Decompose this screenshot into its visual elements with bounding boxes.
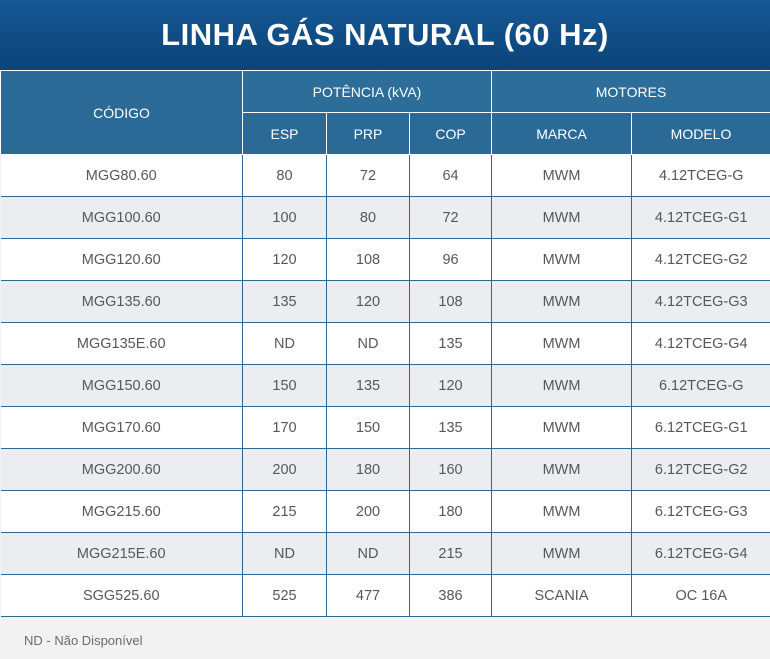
cell-prp: 180 [327, 449, 410, 491]
cell-brand: MWM [492, 323, 632, 365]
cell-code: MGG135E.60 [1, 323, 243, 365]
table-row [1, 533, 770, 575]
cell-code: MGG215E.60 [1, 533, 243, 575]
cell-cop: 135 [410, 323, 492, 365]
header-code: CÓDIGO [1, 71, 243, 155]
cell-esp: 525 [243, 575, 327, 617]
cell-model: 4.12TCEG-G1 [632, 197, 770, 239]
cell-brand: MWM [492, 407, 632, 449]
table-body [1, 155, 770, 617]
cell-prp: ND [327, 533, 410, 575]
table-row [1, 281, 770, 323]
cell-model: 6.12TCEG-G2 [632, 449, 770, 491]
cell-esp: 200 [243, 449, 327, 491]
cell-cop: 160 [410, 449, 492, 491]
cell-cop: 64 [410, 155, 492, 197]
cell-model: 6.12TCEG-G4 [632, 533, 770, 575]
cell-prp: 108 [327, 239, 410, 281]
cell-code: MGG100.60 [1, 197, 243, 239]
cell-model: 6.12TCEG-G3 [632, 491, 770, 533]
table-row [1, 197, 770, 239]
cell-model: 6.12TCEG-G [632, 365, 770, 407]
cell-model: 6.12TCEG-G1 [632, 407, 770, 449]
cell-brand: MWM [492, 239, 632, 281]
cell-brand: MWM [492, 281, 632, 323]
cell-esp: 215 [243, 491, 327, 533]
cell-brand: MWM [492, 533, 632, 575]
header-engines-group: MOTORES [492, 71, 770, 113]
table-row [1, 407, 770, 449]
cell-brand: MWM [492, 365, 632, 407]
cell-cop: 120 [410, 365, 492, 407]
cell-prp: 135 [327, 365, 410, 407]
header-prp: PRP [327, 113, 410, 155]
cell-esp: 120 [243, 239, 327, 281]
cell-esp: 100 [243, 197, 327, 239]
cell-cop: 386 [410, 575, 492, 617]
cell-cop: 135 [410, 407, 492, 449]
page-title: LINHA GÁS NATURAL (60 Hz) [0, 0, 770, 70]
cell-cop: 108 [410, 281, 492, 323]
cell-prp: 80 [327, 197, 410, 239]
cell-model: 4.12TCEG-G2 [632, 239, 770, 281]
cell-code: MGG170.60 [1, 407, 243, 449]
table-row [1, 365, 770, 407]
cell-cop: 215 [410, 533, 492, 575]
cell-model: 4.12TCEG-G4 [632, 323, 770, 365]
cell-cop: 96 [410, 239, 492, 281]
cell-code: MGG200.60 [1, 449, 243, 491]
spec-table [0, 70, 770, 617]
header-power-group: POTÊNCIA (kVA) [243, 71, 492, 113]
cell-model: OC 16A [632, 575, 770, 617]
cell-prp: 150 [327, 407, 410, 449]
cell-brand: MWM [492, 449, 632, 491]
cell-code: MGG150.60 [1, 365, 243, 407]
cell-esp: ND [243, 323, 327, 365]
cell-esp: 150 [243, 365, 327, 407]
cell-model: 4.12TCEG-G3 [632, 281, 770, 323]
cell-esp: 80 [243, 155, 327, 197]
cell-code: MGG80.60 [1, 155, 243, 197]
cell-cop: 72 [410, 197, 492, 239]
header-brand: MARCA [492, 113, 632, 155]
cell-code: SGG525.60 [1, 575, 243, 617]
cell-prp: 477 [327, 575, 410, 617]
cell-model: 4.12TCEG-G [632, 155, 770, 197]
table-row [1, 575, 770, 617]
table-row [1, 491, 770, 533]
cell-brand: MWM [492, 491, 632, 533]
cell-prp: 120 [327, 281, 410, 323]
header-esp: ESP [243, 113, 327, 155]
header-cop: COP [410, 113, 492, 155]
table-row [1, 323, 770, 365]
cell-cop: 180 [410, 491, 492, 533]
cell-prp: 72 [327, 155, 410, 197]
cell-brand: MWM [492, 197, 632, 239]
cell-esp: 170 [243, 407, 327, 449]
table-row [1, 155, 770, 197]
cell-esp: ND [243, 533, 327, 575]
cell-code: MGG120.60 [1, 239, 243, 281]
header-model: MODELO [632, 113, 770, 155]
footnote: ND - Não Disponível [24, 633, 143, 648]
cell-brand: SCANIA [492, 575, 632, 617]
table-header [1, 71, 770, 155]
table-row [1, 239, 770, 281]
cell-prp: ND [327, 323, 410, 365]
cell-code: MGG215.60 [1, 491, 243, 533]
cell-esp: 135 [243, 281, 327, 323]
table-row [1, 449, 770, 491]
cell-brand: MWM [492, 155, 632, 197]
cell-prp: 200 [327, 491, 410, 533]
cell-code: MGG135.60 [1, 281, 243, 323]
